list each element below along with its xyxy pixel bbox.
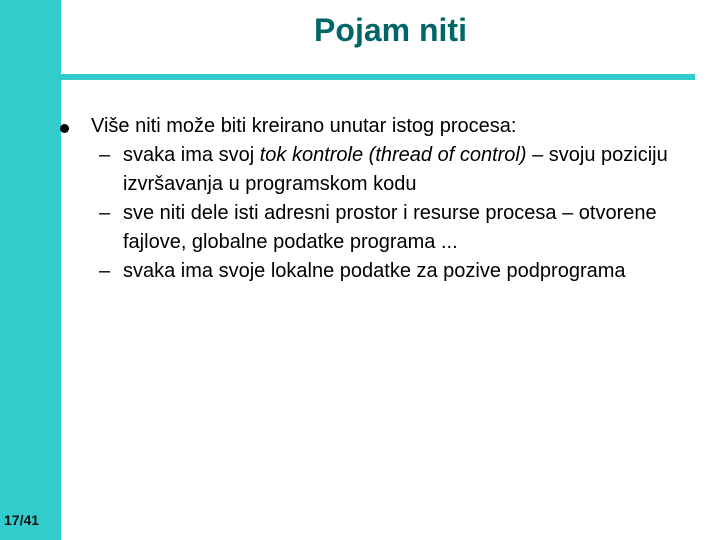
sub-text-1-after: – svoju poziciju izvršavanja u programskom kodu: [123, 144, 668, 195]
bullet-item: [60, 112, 700, 141]
sub-item-3: [60, 257, 700, 286]
sub-item-1: [60, 141, 700, 199]
slide-content: [60, 112, 700, 286]
page-number: 17/41: [4, 512, 40, 528]
sub-text-1-before: svaka ima svoj: [123, 144, 260, 166]
sidebar-band: [0, 0, 61, 540]
bullet-text: Više niti može biti kreirano unutar istog procesa:: [91, 115, 517, 137]
dash-icon: –: [99, 202, 111, 224]
dash-icon: –: [99, 260, 111, 282]
bullet-dot-icon: [60, 124, 69, 133]
sub-text-2: sve niti dele isti adresni prostor i resurse procesa – otvorene fajlove, globalne podatke programa ...: [123, 202, 657, 253]
slide-title: Pojam niti: [314, 12, 467, 48]
title-rule: [61, 74, 695, 80]
sub-item-2: [60, 199, 700, 257]
sub-text-1-italic: tok kontrole (thread of control): [259, 144, 527, 166]
dash-icon: –: [99, 144, 111, 166]
sub-text-3: svaka ima svoje lokalne podatke za pozive podprograma: [123, 260, 626, 282]
